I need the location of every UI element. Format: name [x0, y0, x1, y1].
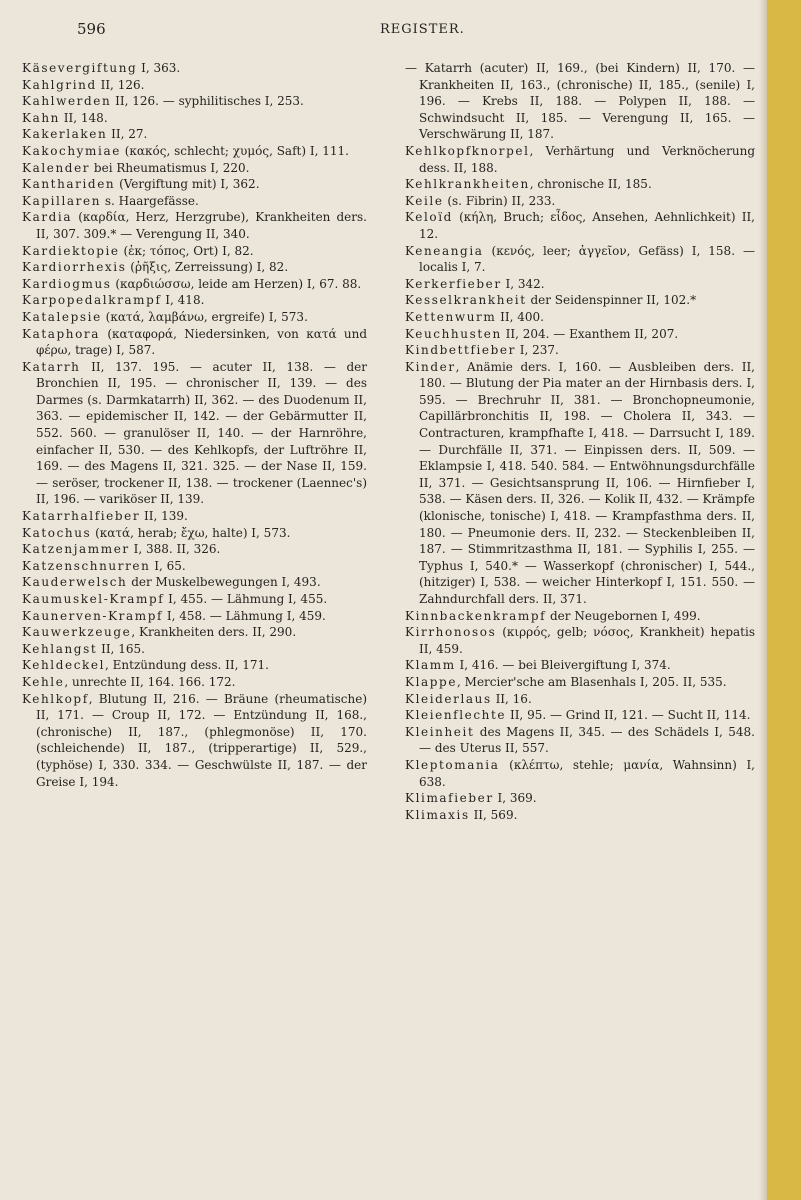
index-term: Kesselkrankheit — [405, 293, 527, 308]
index-term: Kahlgrind — [22, 77, 97, 92]
index-term: Kehlkopfknorpel — [405, 143, 530, 158]
running-head: REGISTER. — [380, 22, 465, 37]
index-term: Klimaxis — [405, 807, 470, 822]
index-references: II, 204. — Exanthem II, 207. — [501, 326, 679, 341]
index-entry — [405, 292, 755, 309]
index-entry — [22, 176, 367, 193]
index-term: Katzenjammer — [22, 542, 130, 557]
index-entry — [405, 790, 755, 807]
index-references: , Mercier'sche am Blasenhals I, 205. II, 535. — [457, 674, 727, 689]
index-references: I, 418. — [161, 293, 205, 308]
index-term: Katarrhalfieber — [22, 509, 141, 524]
index-entry — [405, 807, 755, 824]
index-references: II, 126. — syphilitisches I, 253. — [111, 94, 304, 109]
index-term: Kehlangst — [22, 641, 98, 656]
index-references: I, 369. — [493, 791, 537, 806]
index-term: Kauwerkzeuge — [22, 625, 132, 640]
index-term: Kanthariden — [22, 177, 116, 192]
index-entry — [22, 691, 367, 791]
index-entry — [22, 624, 367, 641]
index-term: Kehlkopf — [22, 691, 89, 706]
index-term: Keneangia — [405, 243, 484, 258]
index-entry — [22, 309, 367, 326]
index-term: Kerkerfieber — [405, 276, 502, 291]
index-entry — [22, 657, 367, 674]
index-term: Katochus — [22, 525, 92, 540]
index-entry — [22, 359, 367, 508]
index-entry — [22, 541, 367, 558]
index-entry — [405, 608, 755, 625]
index-references: der Neugebornen I, 499. — [546, 608, 701, 623]
index-references: , unrechte II, 164. 166. 172. — [64, 674, 236, 689]
index-entry — [22, 591, 367, 608]
index-term: Kapillaren — [22, 193, 102, 208]
index-entry — [405, 707, 755, 724]
index-references: (κενός, leer; ἀγγεῖον, Gefäss) I, 158. — localis I, 7. — [419, 243, 755, 275]
index-references: — Katarrh (acuter) II, 169., (bei Kindern) II, 170. — Krankheiten II, 163., (chronische) II, 185., (senile) I, 196. — Krebs II, 188. — Polypen II, 188. — Schwindsucht II, 185. — Verengung II, 165. — Verschwärung II, 187. — [405, 61, 755, 142]
index-references: II, 27. — [107, 127, 148, 142]
index-entry — [22, 77, 367, 94]
index-references: (s. Fibrin) II, 233. — [443, 193, 556, 208]
index-term: Kaumuskel-Krampf — [22, 592, 165, 606]
index-references: der Seidenspinner II, 102.* — [526, 293, 697, 308]
index-entry — [22, 276, 367, 293]
index-entry — [22, 209, 367, 242]
index-entry — [22, 574, 367, 591]
index-references: (κακός, schlecht; χυμός, Saft) I, 111. — [120, 143, 349, 158]
index-entry — [405, 326, 755, 343]
index-term: Katzenschnurren — [22, 558, 151, 573]
index-references: I, 416. — bei Bleivergiftung I, 374. — [455, 658, 671, 673]
index-term: Kleinheit — [405, 724, 475, 739]
index-entry — [405, 657, 755, 674]
index-term: Kaunerven-Krampf — [22, 608, 164, 623]
index-term: Kahlwerden — [22, 94, 112, 109]
index-entry — [22, 292, 367, 309]
index-term: Keuchhusten — [405, 326, 502, 341]
index-entry — [22, 641, 367, 658]
index-term: Kardiogmus — [22, 276, 112, 291]
index-entry — [405, 276, 755, 293]
index-entry — [405, 243, 755, 276]
index-references: I, 455. — Lähmung I, 455. — [164, 592, 328, 606]
index-entry — [22, 259, 367, 276]
index-term: Kehlkrankheiten — [405, 177, 530, 192]
index-references: , Blutung II, 216. — Bräune (rheumatische) II, 171. — Croup II, 172. — Entzündung II, 168., (chronische) II, 187., (phlegmonöse) II, 170. (schleichende) II, 187., (tripperartige) II, 529., (typhöse) I, 330. 334. — Geschwülste II, 187. — der Greise I, 194. — [36, 691, 367, 789]
index-references: II, 126. — [96, 77, 145, 92]
index-references: bei Rheumatismus I, 220. — [90, 160, 250, 175]
index-entry — [22, 558, 367, 575]
book-edge-strip — [767, 0, 801, 1200]
index-term: Karpopedalkrampf — [22, 293, 162, 308]
index-term: Kindbettfieber — [405, 343, 516, 358]
index-references: s. Haargefässe. — [101, 193, 199, 208]
page-header — [0, 20, 801, 44]
index-entry — [22, 143, 367, 160]
index-entry — [22, 508, 367, 525]
index-references: II, 139. — [140, 509, 188, 524]
index-term: Kleiderlaus — [405, 691, 492, 706]
index-references: I, 458. — Lähmung I, 459. — [163, 608, 326, 623]
index-references: II, 137. 195. — acuter II, 138. — der Bronchien II, 195. — chronischer II, 139. — des Darmes (s. Darmkatarrh) II, 362. — des Duodenum II, 363. — epidemischer II, 142. — der Gebärmutter II, 552. 560. — granulöser II, 140. — der Harnröhre, einfacher II, 530. — des Kehlkopfs, der Luftröhre II, 169. — des Magens II, 321. 325. — der Nase II, 159. — seröser, trockener II, 138. — trockener (Laennec's) II, 196. — variköser II, 139. — [36, 359, 367, 507]
index-term: Kahn — [22, 110, 60, 125]
index-entry — [405, 724, 755, 757]
index-references: des Magens II, 345. — des Schädels I, 548. — des Uterus II, 557. — [419, 724, 755, 756]
index-entry — [405, 193, 755, 210]
page-edge-shadow — [759, 0, 767, 1200]
index-entry — [22, 110, 367, 127]
index-term: Kleptomania — [405, 757, 500, 772]
index-references: (καρδιώσσω, leide am Herzen) I, 67. 88. — [111, 276, 362, 291]
index-references: I, 237. — [515, 343, 559, 358]
index-entry — [22, 674, 367, 691]
index-references: (ἐκ; τόπος, Ort) I, 82. — [119, 243, 254, 258]
index-term: Kardiektopie — [22, 243, 120, 258]
index-references: I, 65. — [150, 558, 186, 573]
index-entry — [405, 691, 755, 708]
index-entry — [22, 160, 367, 177]
index-entry — [405, 342, 755, 359]
index-references: II, 148. — [59, 110, 108, 125]
index-references: II, 569. — [469, 807, 518, 822]
index-term: Kehldeckel — [22, 658, 106, 673]
index-term: Kataphora — [22, 326, 101, 341]
index-entry — [405, 60, 755, 143]
index-references: , Anämie ders. I, 160. — Ausbleiben ders. II, 180. — Blutung der Pia mater an der Hirnbasis ders. I, 595. — Brechruhr II, 381. — Bronchopneumonie, Capillärbronchitis II, 198. — Cholera II, 343. — Contracturen, krampfhafte I, 418. — Darrsucht I, 189. — Durchfälle II, 371. — Einpissen ders. II, 509. — Eklampsie I, 418. 540. 584. — Entwöhnungsdurchfälle II, 371. — Gesichtsansprung II, 106. — Hirnfieber I, 538. — Käsen ders. II, 326. — Kolik II, 432. — Krämpfe (klonische, tonische) I, 418. — Krampfasthma ders. II, 180. — Pneumonie ders. II, 232. — Steckenbleiben II, 187. — Stimmritzasthma II, 181. — Syphilis I, 255. — Typhus I, 540.* — Wasserkopf (chronischer) I, 544., (hitziger) I, 538. — weicher Hinterkopf I, 151. 550. — Zahndurchfall ders. II, 371. — [419, 359, 755, 606]
page-number: 596 — [77, 20, 106, 38]
index-term: Kalender — [22, 160, 91, 175]
index-column-left — [22, 60, 367, 790]
index-term: Kinder — [405, 359, 456, 374]
index-term: Kettenwurm — [405, 309, 497, 324]
index-entry — [405, 674, 755, 691]
index-references: (κιρρός, gelb; νόσος, Krankheit) hepatis II, 459. — [419, 625, 755, 656]
index-references: (ῥῆξις, Zerreissung) I, 82. — [126, 260, 289, 275]
index-column-right — [405, 60, 755, 823]
index-term: Kinnbackenkrampf — [405, 608, 547, 623]
index-references: , Entzündung dess. II, 171. — [105, 658, 269, 673]
index-references: , Krankheiten ders. II, 290. — [131, 625, 297, 640]
index-entry — [22, 193, 367, 210]
index-references: (κλέπτω, stehle; μανία, Wahnsinn) I, 638. — [419, 757, 755, 789]
index-references: II, 16. — [491, 691, 532, 706]
index-term: Kleienflechte — [405, 708, 507, 723]
index-entry — [22, 608, 367, 625]
index-references: (κατά, herab; ἔχω, halte) I, 573. — [91, 525, 291, 540]
index-entry — [405, 176, 755, 193]
index-references: I, 342. — [501, 276, 545, 291]
index-term: Kehle — [22, 674, 65, 689]
index-entry — [405, 209, 755, 242]
index-references: (κατά, λαμβάνω, ergreife) I, 573. — [101, 309, 308, 324]
index-term: Keloïd — [405, 210, 453, 225]
index-references: der Muskelbewegungen I, 493. — [127, 575, 321, 590]
index-references: (κήλη, Bruch; εἶδος, Ansehen, Aehnlichkeit) II, 12. — [419, 210, 755, 241]
index-references: , chronische II, 185. — [529, 177, 652, 192]
index-term: Kauderwelsch — [22, 575, 128, 590]
index-entry — [22, 93, 367, 110]
index-references: (καταφορά, Niedersinken, von κατά und φέρω, trage) I, 587. — [36, 326, 367, 358]
index-references: II, 165. — [97, 641, 145, 656]
index-entry — [405, 624, 755, 657]
index-references: , Verhärtung und Verknöcherung dess. II, 188. — [419, 143, 755, 175]
index-entry — [22, 126, 367, 143]
index-term: Käsevergiftung — [22, 61, 138, 75]
index-entry — [22, 525, 367, 542]
index-term: Kakerlaken — [22, 127, 108, 142]
index-entry — [405, 143, 755, 176]
index-references: (Vergiftung mit) I, 362. — [115, 177, 260, 192]
index-term: Klappe — [405, 674, 458, 689]
index-term: Katalepsie — [22, 309, 102, 324]
index-term: Klimafieber — [405, 791, 494, 806]
index-entry — [22, 243, 367, 260]
index-entry — [405, 359, 755, 608]
index-term: Kardia — [22, 210, 73, 225]
index-entry — [22, 60, 367, 77]
index-entry — [405, 309, 755, 326]
index-references: I, 388. II, 326. — [129, 542, 221, 557]
index-entry — [405, 757, 755, 790]
index-term: Kirrhonosos — [405, 625, 497, 640]
index-term: Katarrh — [22, 359, 81, 374]
index-references: II, 400. — [496, 309, 544, 324]
index-term: Kakochymiae — [22, 143, 121, 158]
index-term: Kardiorrhexis — [22, 260, 127, 275]
index-references: (καρδία, Herz, Herzgrube), Krankheiten ders. II, 307. 309.* — Verengung II, 340. — [36, 210, 367, 241]
index-entry — [22, 326, 367, 359]
index-term: Keile — [405, 193, 444, 208]
index-references: I, 363. — [137, 61, 181, 75]
index-references: II, 95. — Grind II, 121. — Sucht II, 114. — [506, 708, 751, 723]
index-term: Klamm — [405, 658, 456, 673]
